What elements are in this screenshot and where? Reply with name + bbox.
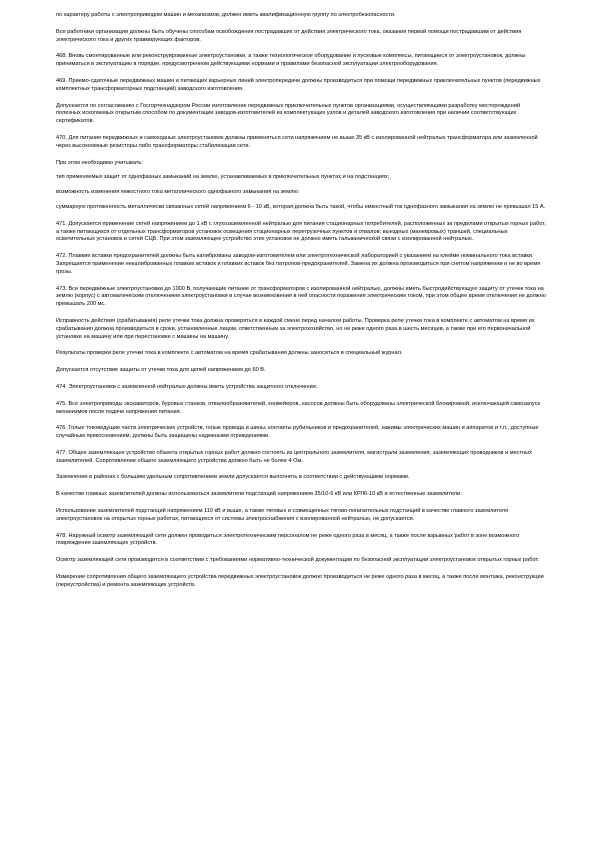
paragraph-478-measurement: Измерение сопротивления общего заземляющего устройства передвижных электроустановок должно производиться не реже одного раза в месяц, а также после монтажа, реконструкции (переустройства) и ремонта заземляющих устройств.: [56, 574, 544, 588]
paragraph-477-main-earthing: В качестве главных заземлителей должны использоваться заземлители подстанций напряжением 35/10-6 кВ или КРЛ6-10 кВ и естественные заземлители.: [56, 491, 462, 498]
paragraph-473: 473. Все передвижные электроустановки до 1000 В, получающие питание от трансформаторов с изолированной нейтралью, должны иметь быстродействующую защиту от утечек тока на землю (корпус) с автоматическим отключением электроустановки в случае возникновения в ней опасности поражения электрическим током, при этом общее время отключения не должно превышать 200 мс.: [56, 285, 546, 308]
paragraph-470-protection-type: тип применяемых защит от однофазных замыканий на землю, устанавливаемых в приключательных пунктах и на подстанциях;: [56, 174, 390, 181]
paragraph-469-permission: Допускается по согласованию с Госгортехнадзором России изготовление передвижных приключательных пунктов организациями, осуществляющими разработку месторождений полезных ископаемых открытым способом по документации заводов-изготовителей из комплектующих узлов и деталей заводского изготовления при наличии соответствующих сертификатов.: [56, 102, 520, 125]
paragraph-473-exemption: Допускается отсутствие защиты от утечки тока для цепей напряжением до 60 В.: [56, 367, 266, 374]
paragraph-477: 477. Общее заземляющее устройство объекта открытых горных работ должно состоять из центрального заземлителя, магистрали заземления, заземляющих проводников и местных заземлителей. Сопротивление общего заземляющего устройства должно быть не более 4 Ом.: [56, 449, 532, 464]
paragraph-471: 471. Допускается применение сетей напряжением до 1 кВ с глухозаземленной нейтралью для питания стационарных потребителей, расположенных за пределами открытых горных работ, а также питающихся от отдельных трансформаторов установок освещения стационарных перегрузочных пунктов и отвалов; выездных (маневровых) траншей, специальных осветительных установок и сетей СЦБ. При этом заземляющее устройство этих установок не должно иметь гальванической связи с изолированной нейтралью.: [56, 220, 546, 243]
paragraph-476: 476. Голые токоведущие части электрических устройств, голые провода и шины, контакты рубильников и предохранителей, зажимы электрических машин и аппаратов и т.п., доступные случайным прикосновениям, должны быть защищены надежными ограждениями.: [56, 425, 539, 440]
paragraph-473-relay-check: Исправность действия (срабатывания) реле утечки тока должна проверяться в каждой смене перед началом работы. Проверка реле утечки тока в комплекте с автоматом на время их срабатывания должна производиться в сроки, установленные лицом, ответственным за электрохозяйство, но не реже одного раза в шесть месяцев, а также при его первоначальной установке на машину или при перестановке с машины на машину.: [56, 317, 535, 340]
paragraph-475: 475. Все электроприводы экскаваторов, буровых станков, отвалообразователей, конвейеров, насосов должны быть оборудованы электрической блокировкой, исключающей самозапуск механизмов после подачи напряжения питания.: [56, 400, 540, 415]
paragraph-468: 468. Вновь смонтированные или реконструированные электроустановки, а также технологическое оборудование и пусковые комплексы, питающиеся от электроустановок, должны приниматься в эксплуатацию в порядке, предусмотренном действующими нормами и правилами безопасной эксплуатации электрооборудования.: [56, 53, 526, 68]
paragraph-477-prohibition: Использование заземлителей подстанций напряжением 110 кВ и выше, а также тяговых и совмещенных тягово-понизительных подстанций в качестве главного заземлителя электроустановок на открытых горных работах, питающихся от системы электроснабжения с изолированной нейтралью, не допускается.: [56, 508, 509, 522]
paragraph-469: 469. Приемо-сдаточные передвижных машин и питающих карьерных линий электропередачи должны производиться при помощи передвижных приключательных пунктов (передвижных комплектных трансформаторных подстанций) заводского изготовления.: [56, 77, 541, 92]
paragraph-470-network-length: суммарную протяженность металлически связанных сетей напряжением 6 - 10 кВ, которая должна быть такой, чтобы емкостный ток однофазного замыкания на землю не превышал 15 А.: [56, 203, 546, 210]
paragraph-472: 472. Плавкие вставки предохранителей должны быть калиброваны заводом-изготовителем или электротехнической лабораторией с указанием на клейме номинального тока вставки. Запрещается применение некалиброванных плавких вставок и плавких вставок без патронов-предохранителей. Замена их должна производиться при снятом напряжении и не во время грозы.: [56, 253, 541, 275]
paragraph-474: 474. Электроустановки с заземленной нейтралью должны иметь устройства защитного отключения.: [56, 383, 318, 390]
paragraph-478-inspection: Осмотр заземляющей сети производится в соответствии с требованиями нормативно-технической документации по безопасной эксплуатации электроустановок открытых горных работ.: [56, 557, 539, 564]
paragraph-470-capacitive-current: возможность изменения емкостного тока металлического однофазного замыкания на землю:: [56, 189, 300, 196]
paragraph-470-consider: При этом необходимо учитывать:: [56, 159, 143, 166]
paragraph-qualification: по характеру работы с электроприводом машин и механизмов, должен иметь квалификационную группу по электробезопасности.: [56, 12, 396, 18]
paragraph-478: 478. Наружный осмотр заземляющей сети должен проводиться электротехническим персоналом не реже одного раза в месяц, а также после взрывных работ в зоне возможного повреждения заземляющих устройств.: [56, 532, 520, 547]
paragraph-473-results: Результаты проверки реле утечки тока в комплекте с автоматом на время срабатывания должны заноситься в специальный журнал.: [56, 350, 403, 357]
document-page: [56, 12, 546, 832]
paragraph-470: 470. Для питания передвижных и самоходных электроустановок должны применяться сети напряжением не выше 35 кВ с изолированной нейтралью трансформатора или заземленной через высокоомные резисторы либо трансформаторы стабилизации сети.: [56, 134, 538, 149]
paragraph-477-high-resistance: Заземление в районах с большим удельным сопротивлением земли допускается выполнять в соответствии с действующими нормами.: [56, 474, 410, 481]
paragraph-first-aid-training: Все работники организации должны быть обучены способам освобождения пострадавших от действия электрического тока, оказания первой помощи пострадавшим от действия электрического тока и других травмирующих факторов.: [56, 28, 522, 43]
